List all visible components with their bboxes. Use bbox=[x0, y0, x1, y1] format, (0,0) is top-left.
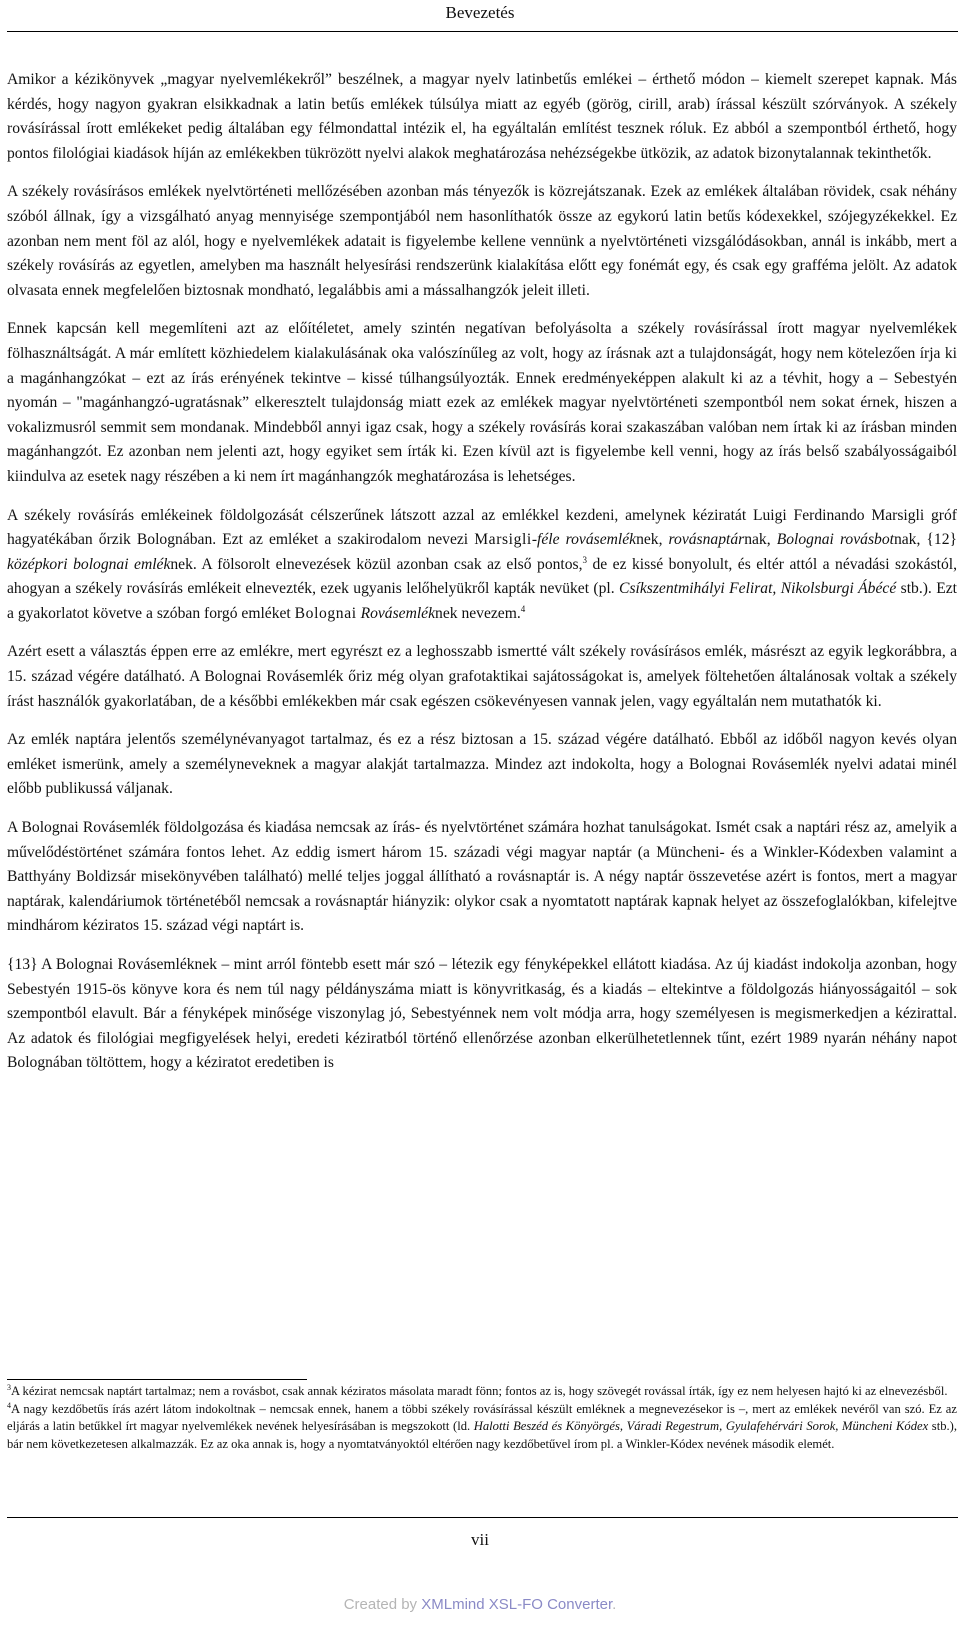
p4-rovasnaptar: rovásnaptár bbox=[668, 531, 745, 549]
footnote-3 bbox=[7, 1383, 957, 1401]
p4-text-g: stb.). Ezt a gyakorlatot követve a szóban forgó emléket bbox=[7, 580, 957, 622]
p4-kozepkori: középkori bolognai emlék bbox=[7, 555, 171, 573]
paragraph-1: Amikor a kézikönyvek „magyar nyelvemlékekről” beszélnek, a magyar nyelv latinbetűs emlékei – érthető módon – kiemelt szerepet kapnak. Más kérdés, hogy nagyon gyakran elsikkadnak a latin betűs emlékek túlsúlya miatt az egyéb (görög, cirill, arab) írással készült szórványok. A székely rovásírással írott emlékeket pedig általában egy félmondattal intézik el, ha egyáltalán említést tesznek róluk. Ez abból a szempontból érthető, hogy pontos filológiai kiadások híján az emlékekben tükrözött nyelvi alakok meghatározása nehézségekbe ütközik, az adatok bizonytalannak tekinthetők. bbox=[7, 71, 957, 162]
watermark-prefix: Created by bbox=[343, 1596, 422, 1613]
p4-text-e: nek. A fölsorolt elnevezések közül azonban csak az első pontos, bbox=[170, 555, 583, 573]
footnote-4-text-a: A nagy kezdőbetűs írás azért látom indokoltnak – nemcsak ennek, hanem a többi székely rovásírással készült emléknek a megnevezésekor is –, mert az emlékek nevéről van szó. Ez az eljárás a latin betűkkel írt magyar nyelvemlékek nevének helyesírásában is megszokott (ld. bbox=[7, 1401, 957, 1433]
p4-rovasemlek: Rovásemlék bbox=[360, 604, 436, 622]
footnote-4 bbox=[7, 1401, 957, 1454]
paragraph-2: A székely rovásírásos emlékek nyelvtörténeti mellőzésében azonban más tényezők is közrejátszanak. Ezek az emlékek általában rövidek, csak néhány szóból állnak, így a vizsgálható anyag mennyisége szempontjából nem hasonlíthatók össze az egykorú latin betűs kódexekkel, szójegyzékekkel. Ez azonban nem ment föl az alól, hogy e nyelvemlékek adatait is figyelembe kellene vennünk a nyelvtörténeti vizsgálódásokban, annál is inkább, mert a székely rovásírás az egyetlen, amelyben ma használt helyesírási rendszerünk kialakítása előtt egy fonémát egy, és csak egy grafféma jelölt. Az adatok olvasata ennek megfelelően biztosnak mondható, legalábbis ami a mássalhangzók jeleit illeti. bbox=[7, 183, 957, 299]
footnote-4-mark: 4 bbox=[7, 1400, 11, 1410]
p4-text-i: nek nevezem. bbox=[435, 604, 521, 622]
footnote-ref-4[interactable]: 4 bbox=[520, 603, 526, 614]
paragraph-7: A Bolognai Rovásemlék földolgozása és kiadása nemcsak az írás- és nyelvtörténet számára hozhat tanulságokat. Ismét csak a naptári rész az, amelyik a művelődéstörténet számára fontos lehet. Az eddig ismert három 15. századi végi magyar naptár (a Müncheni- és a Winkler-Kódexben valamint a Batthyány Boldizsár misekönyvében található) mellé teljes joggal állítható a rovásnaptár is. A négy naptár összevetése azért is fontos, mert a magyar naptárak, kalendáriumok történetéből nemcsak a rovásnaptár hiányzik: olykor csak a nyomtatott naptárak kapnak helyet az összefoglalókban, kifelejtve mindhárom kéziratos 15. század végi naptárt is. bbox=[7, 819, 957, 935]
footnote-4-examples: Halotti Beszéd és Könyörgés, Váradi Regestrum, Gyulafehérvári Sorok, Müncheni Kódex bbox=[473, 1419, 929, 1433]
p4-bolognai: Bolognai bbox=[294, 604, 357, 622]
paragraph-8: {13} A Bolognai Rovásemléknek – mint arról föntebb esett már szó – létezik egy fényképekkel ellátott kiadása. Az új kiadást indokolja azonban, hogy Sebestyén 1915-ös könyve kora és nem túl nagy példányszáma miatt is könyvritkaság, és a kiadás – eltekintve a földolgozás hiányosságaitól – sok szempontból elavult. Bár a fényképek minősége viszonylag jó, Sebestyénnek nem volt módja arra, hogy személyesen is megismerkedjen a kézirattal. Az adatok és filológiai megfigyelések helyi, eredeti kéziratból történő ellenőrzése azonban elkerülhetetlennek tűnt, ezért 1989 nyarán néhány napot Bolognában töltöttem, hogy a kéziratot eredetiben is bbox=[7, 956, 957, 1072]
header-title: Bevezetés bbox=[445, 3, 515, 22]
page-number: vii bbox=[471, 1530, 489, 1549]
p4-marsigli: Marsigli bbox=[474, 531, 532, 549]
footnote-ref-3[interactable]: 3 bbox=[582, 554, 588, 565]
p4-text-b: nek, bbox=[636, 531, 669, 549]
header-rule bbox=[7, 31, 958, 32]
paragraph-3: Ennek kapcsán kell megemlíteni azt az előítéletet, amely szintén negatívan befolyásolta a székely rovásírással írott magyar nyelvemlékek fölhasználtságát. A már említett közhiedelem kialakulásának oka valószínűleg az volt, hogy az írásnak azt a tulajdonságát, hogy nem kötelezően írja ki a magánhangzókat – ezt az írás erényének tekintve – kissé túlhangsúlyozták. Ennek eredményeképpen alakult ki az a tévhit, hogy a – Sebestyén nyomán – "magánhangzó-ugratásnak” elkeresztelt tulajdonság miatt ezek az emlékek magyar nyelvtörténeti szempontból nem sokat érnek, hiszen a vokalizmusról semmit sem mondanak. Mindebből annyi igaz csak, hogy a székely rovásírás korai szakaszában valóban nem írtak ki az írásban minden magánhangzót. Ez azonban nem jelenti azt, hogy egyiket sem írták ki. Ezen kívül azt is figyelembe kell venni, hogy az írás belső szabályosságaiból kiindulva az esetek nagy részében a ki nem írt magánhangzók meghatározása is lehetséges. bbox=[7, 320, 957, 485]
p4-examples: Csíkszentmihályi Felirat, Nikolsburgi Ábécé bbox=[619, 580, 897, 598]
running-header bbox=[0, 0, 960, 30]
watermark-link[interactable]: XMLmind XSL-FO Converter bbox=[421, 1596, 613, 1613]
footnotes bbox=[7, 1383, 957, 1453]
p4-text-a: A székely rovásírás emlékeinek földolgozását célszerűnek látszott azzal az emlékkel kezdeni, amelynek kéziratát Luigi Ferdinando Marsigli gróf hagyatékában őrzik Bolognában. Ezt az emléket a szakirodalom nevezi bbox=[7, 506, 957, 549]
p4-text-c: nak, bbox=[744, 531, 777, 549]
paragraph-5: Azért esett a választás éppen erre az emlékre, mert egyrészt ez a leghosszabb ismertté vált székely rovásírásos emlék, másrészt az egyik legkorábbra, a 15. század végére datálható. A Bolognai Rovásemlék őriz még olyan grafotaktikai sajátosságokat is, amelyek föltehetően általánosak voltak a székely írást használók gyakorlatában, de a későbbi emlékekben már csak egészen csökevényesen vannak jelen, vagy egyáltalán nem mutathatók ki. bbox=[7, 643, 957, 710]
watermark-suffix: . bbox=[612, 1596, 617, 1613]
footnote-4-text-b: stb.), bár nem következetesen alkalmazzák. Ez az oka annak is, hogy a nyomtatványoktól eltérően nagy kezdőbetűvel írom pl. a Winkler-Kódex nevének második elemét. bbox=[7, 1419, 957, 1451]
paragraph-4 bbox=[7, 504, 957, 627]
p4-text-d: nak, {12} bbox=[893, 531, 957, 549]
p4-bolognai-rovasbot: Bolognai rovásbot bbox=[776, 531, 894, 549]
p4-fele-rovasemlek: -féle rovásemlék bbox=[531, 531, 637, 549]
watermark bbox=[0, 1593, 960, 1617]
footnote-3-mark: 3 bbox=[7, 1382, 11, 1392]
footnote-3-text: A kézirat nemcsak naptárt tartalmaz; nem a rovásbot, csak annak kéziratos másolata maradt fönn; fontos az is, hogy szövegét rovással írták, így ez nem helyesen hajtó ki az elnevezésből. bbox=[11, 1384, 948, 1398]
body-text bbox=[7, 68, 957, 1076]
paragraph-6: Az emlék naptára jelentős személynévanyagot tartalmaz, és ez a rész biztosan a 15. század végére datálható. Ebből az időből nagyon kevés olyan emléket ismerünk, amely a személyneveknek a magyar alakját tartalmazza. Mindez azt indokolta, hogy a Bolognai Rovásemlék nyelvi adatai minél előbb publikussá váljanak. bbox=[7, 731, 957, 798]
footnote-separator bbox=[7, 1379, 307, 1380]
p4-text-f: de ez kissé bonyolult, és eltér attól a névadási szokástól, ahogyan a székely rovásírás emlékeit elnevezték, ezek ugyanis lelőhelyükről kapták nevüket (pl. bbox=[7, 555, 957, 598]
footer-rule bbox=[7, 1517, 958, 1518]
